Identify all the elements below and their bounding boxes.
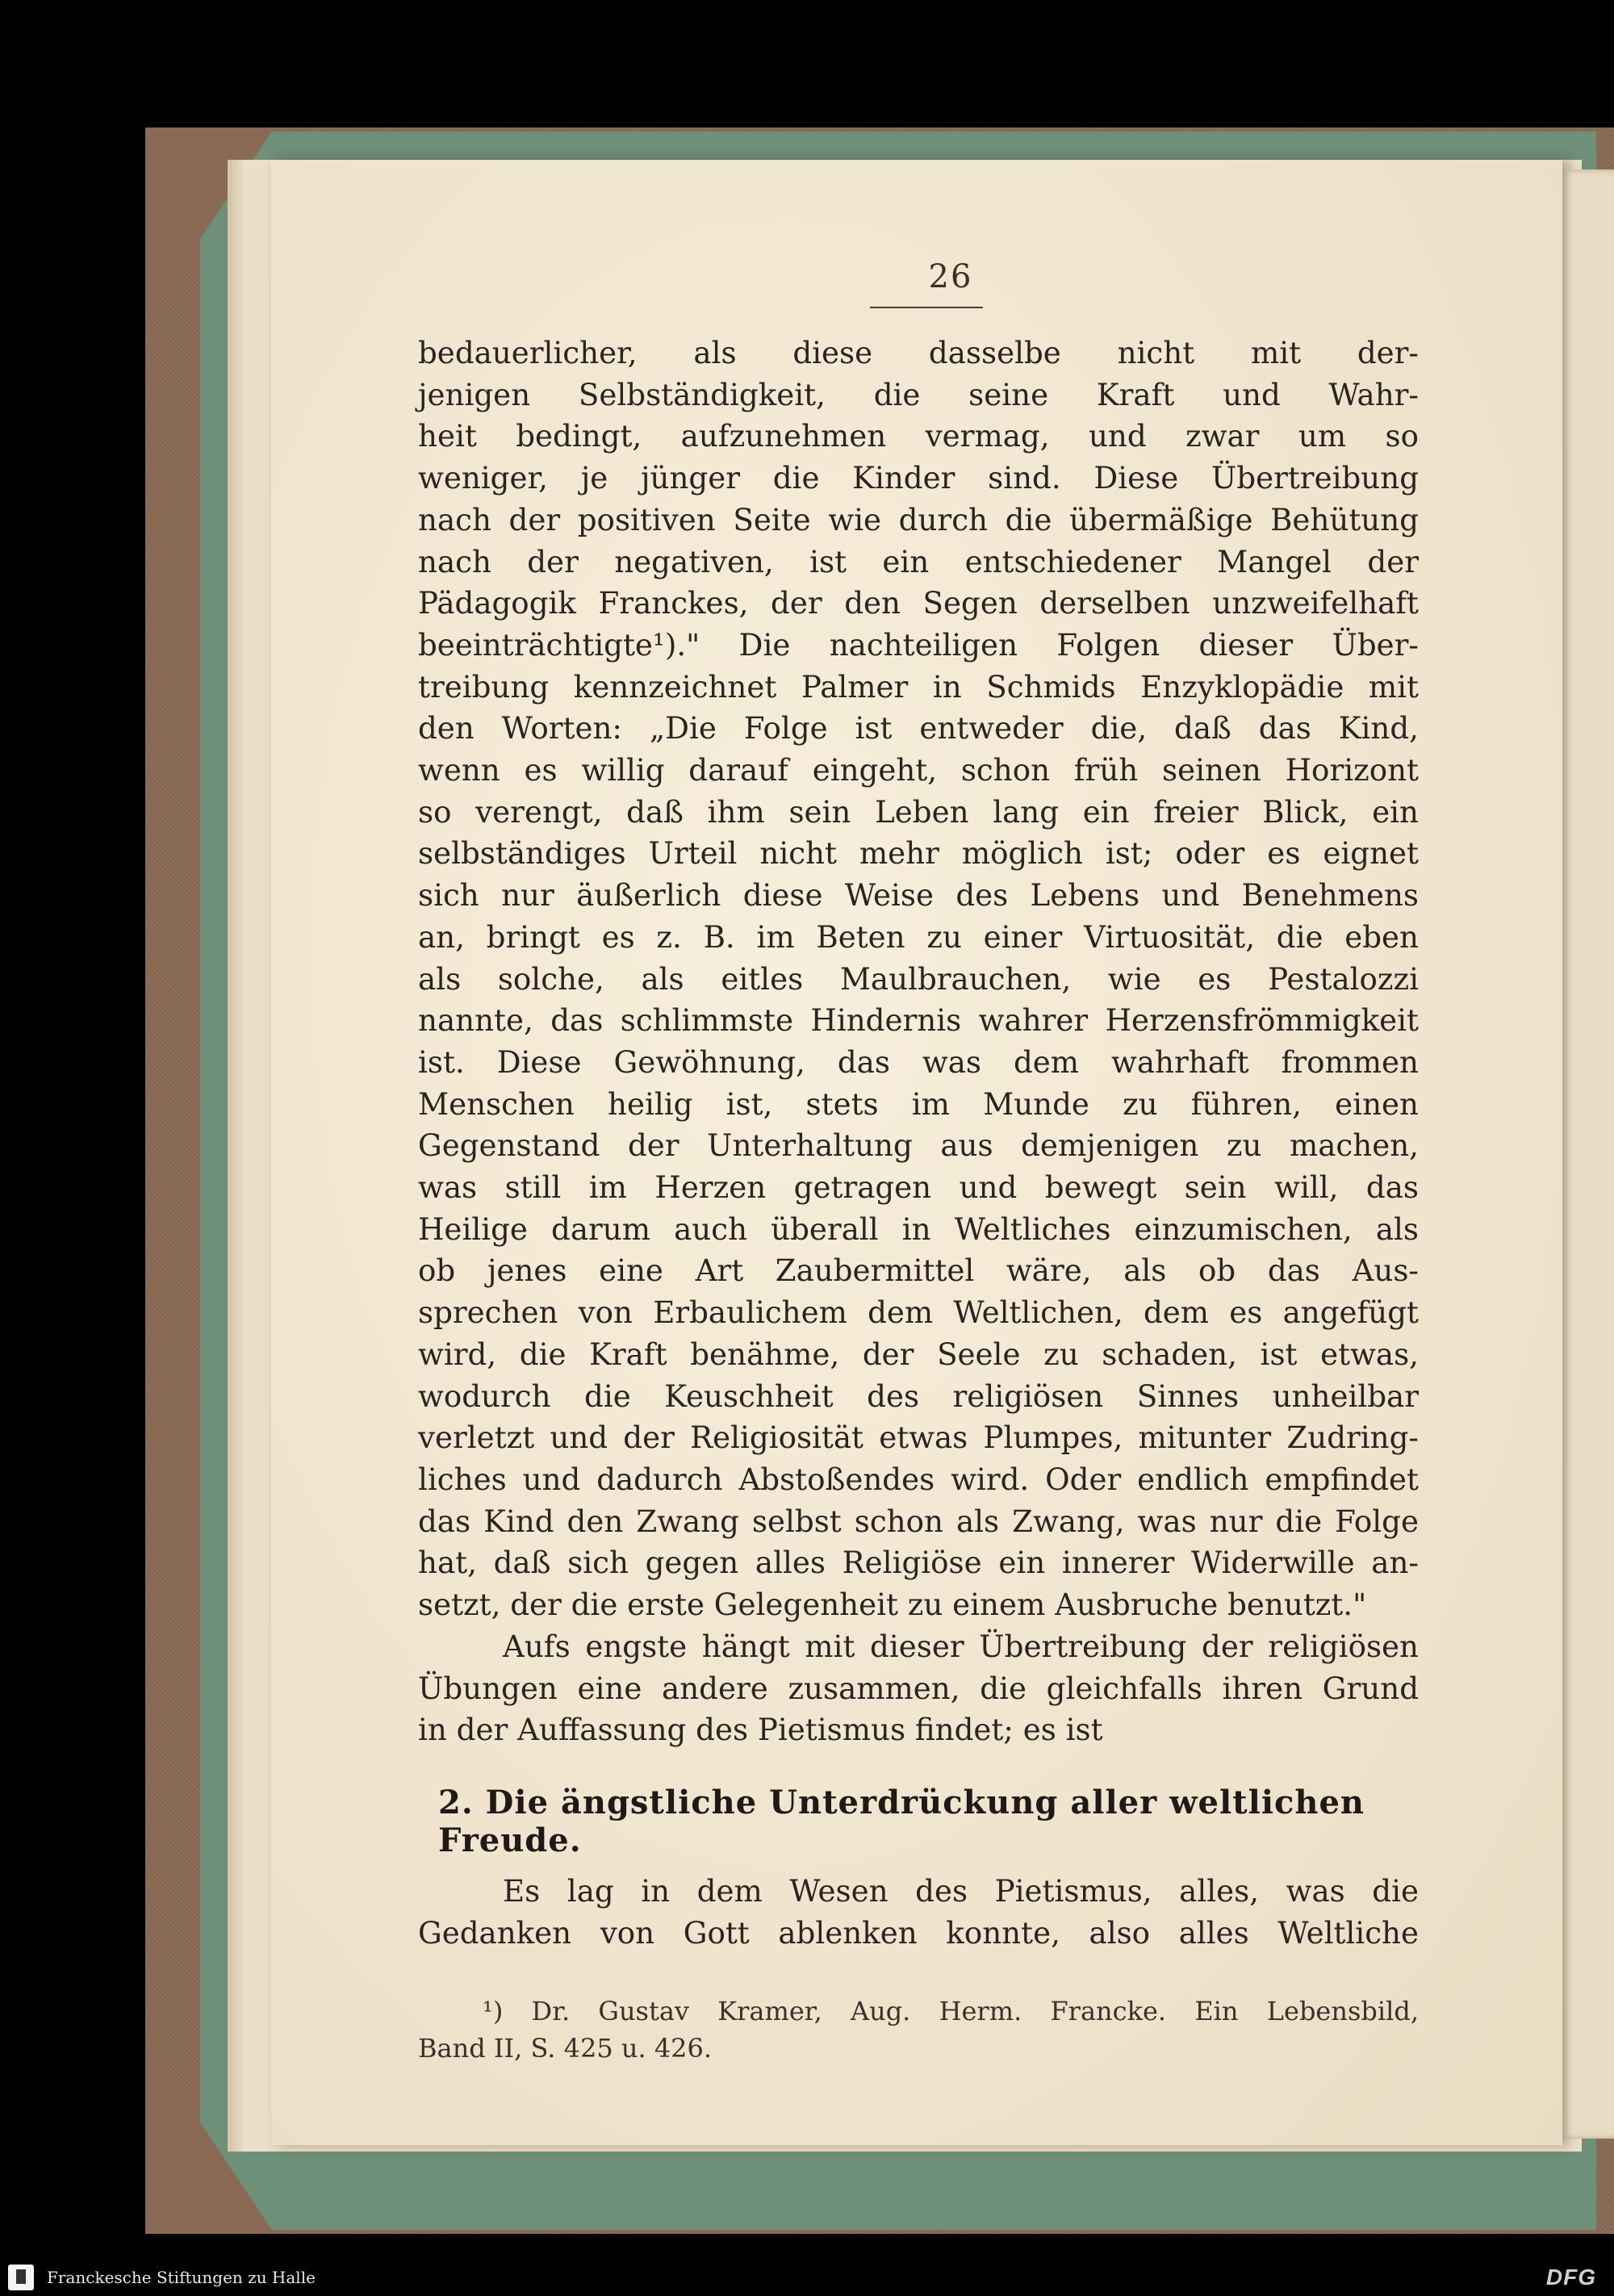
text-line: wenn es willig darauf eingeht, schon früh seinen Horizont [418, 752, 1419, 788]
page-number: 26 [928, 258, 973, 295]
text-line: ob jenes eine Art Zaubermittel wäre, als ob das Aus- [418, 1253, 1419, 1289]
text-line: nannte, das schlimmste Hindernis wahrer Herzensfrömmigkeit [418, 1002, 1419, 1039]
text-line: Aufs engste hängt mit dieser Übertreibung der religiösen [503, 1628, 1419, 1664]
text-line: das Kind den Zwang selbst schon als Zwang, was nur die Folge [418, 1503, 1419, 1539]
text-line: den Worten: „Die Folge ist entweder die, daß das Kind, [418, 710, 1419, 747]
footnote-line: Band II, S. 425 u. 426. [418, 2033, 713, 2064]
text-line: in der Auffassung des Pietismus findet; es ist [418, 1712, 1103, 1748]
body-text-continued [418, 1871, 1419, 1954]
institution-logo-icon [8, 2265, 34, 2290]
text-line: nach der positiven Seite wie durch die übermäßige Behütung [418, 501, 1419, 537]
text-line: Pädagogik Franckes, der den Segen derselben unzweifelhaft [418, 585, 1419, 621]
text-line: jenigen Selbständigkeit, die seine Kraft und Wahr- [418, 376, 1419, 412]
text-line: so verengt, daß ihm sein Leben lang ein freier Blick, ein [418, 793, 1419, 830]
text-line: weniger, je jünger die Kinder sind. Diese Übertreibung [418, 460, 1419, 496]
text-line: selbständiges Urteil nicht mehr möglich ist; oder es eignet [418, 835, 1419, 872]
text-line: heit bedingt, aufzunehmen vermag, und zwar um so [418, 418, 1419, 454]
text-line: was still im Herzen getragen und bewegt sein will, das [418, 1169, 1419, 1206]
text-line: sich nur äußerlich diese Weise des Lebens und Benehmens [418, 877, 1419, 914]
section-heading: 2. Die ängstliche Unterdrückung aller weltlichen Freude. [438, 1783, 1365, 1859]
text-line: Menschen heilig ist, stets im Munde zu führen, einen [418, 1085, 1419, 1122]
body-text [418, 332, 1419, 1751]
text-line: verletzt und der Religiosität etwas Plumpes, mitunter Zudring- [418, 1420, 1419, 1456]
text-line: beeinträchtigte¹)." Die nachteiligen Folgen dieser Über- [418, 626, 1419, 663]
text-line: wird, die Kraft benähme, der Seele zu schaden, ist etwas, [418, 1336, 1419, 1372]
text-line: setzt, der die erste Gelegenheit zu einem Ausbruche benutzt." [418, 1587, 1367, 1623]
text-line: treibung kennzeichnet Palmer in Schmids Enzyklopädie mit [418, 668, 1419, 705]
text-line: als solche, als eitles Maulbrauchen, wie es Pestalozzi [418, 960, 1419, 997]
text-line: an, bringt es z. B. im Beten zu einer Virtuosität, die eben [418, 918, 1419, 955]
text-line: bedauerlicher, als diese dasselbe nicht mit der- [418, 335, 1419, 370]
text-line: liches und dadurch Abstoßendes wird. Oder endlich empfindet [418, 1461, 1419, 1497]
text-line: ist. Diese Gewöhnung, das was dem wahrhaft frommen [418, 1043, 1419, 1080]
text-line: Gedanken von Gott ablenken konnte, also alles Weltliche [418, 1914, 1419, 1951]
text-line: sprechen von Erbaulichem dem Weltlichen, dem es angefügt [418, 1294, 1419, 1331]
footnote [418, 1993, 1419, 2067]
text-line: hat, daß sich gegen alles Religiöse ein innerer Widerwille an- [418, 1545, 1419, 1581]
text-line: Übungen eine andere zusammen, die gleichfalls ihren Grund [418, 1670, 1419, 1706]
facing-page-edge [1562, 169, 1614, 2139]
text-line: nach der negativen, ist ein entschiedener Mangel der [418, 543, 1419, 579]
text-block [418, 258, 1419, 2067]
text-line: Heilige darum auch überall in Weltliches einzumischen, als [418, 1211, 1419, 1247]
text-line: Es lag in dem Wesen des Pietismus, alles, was die [503, 1872, 1419, 1909]
text-line: Gegenstand der Unterhaltung aus demjenigen zu machen, [418, 1127, 1419, 1164]
footnote-line: ¹) Dr. Gustav Kramer, Aug. Herm. Francke. Ein Lebensbild, [483, 1996, 1419, 2027]
institution-name: Franckesche Stiftungen zu Halle [47, 2268, 316, 2287]
dfg-logo: DFG [1545, 2265, 1596, 2290]
header-rule [870, 307, 983, 308]
text-line: wodurch die Keuschheit des religiösen Sinnes unheilbar [418, 1378, 1419, 1414]
